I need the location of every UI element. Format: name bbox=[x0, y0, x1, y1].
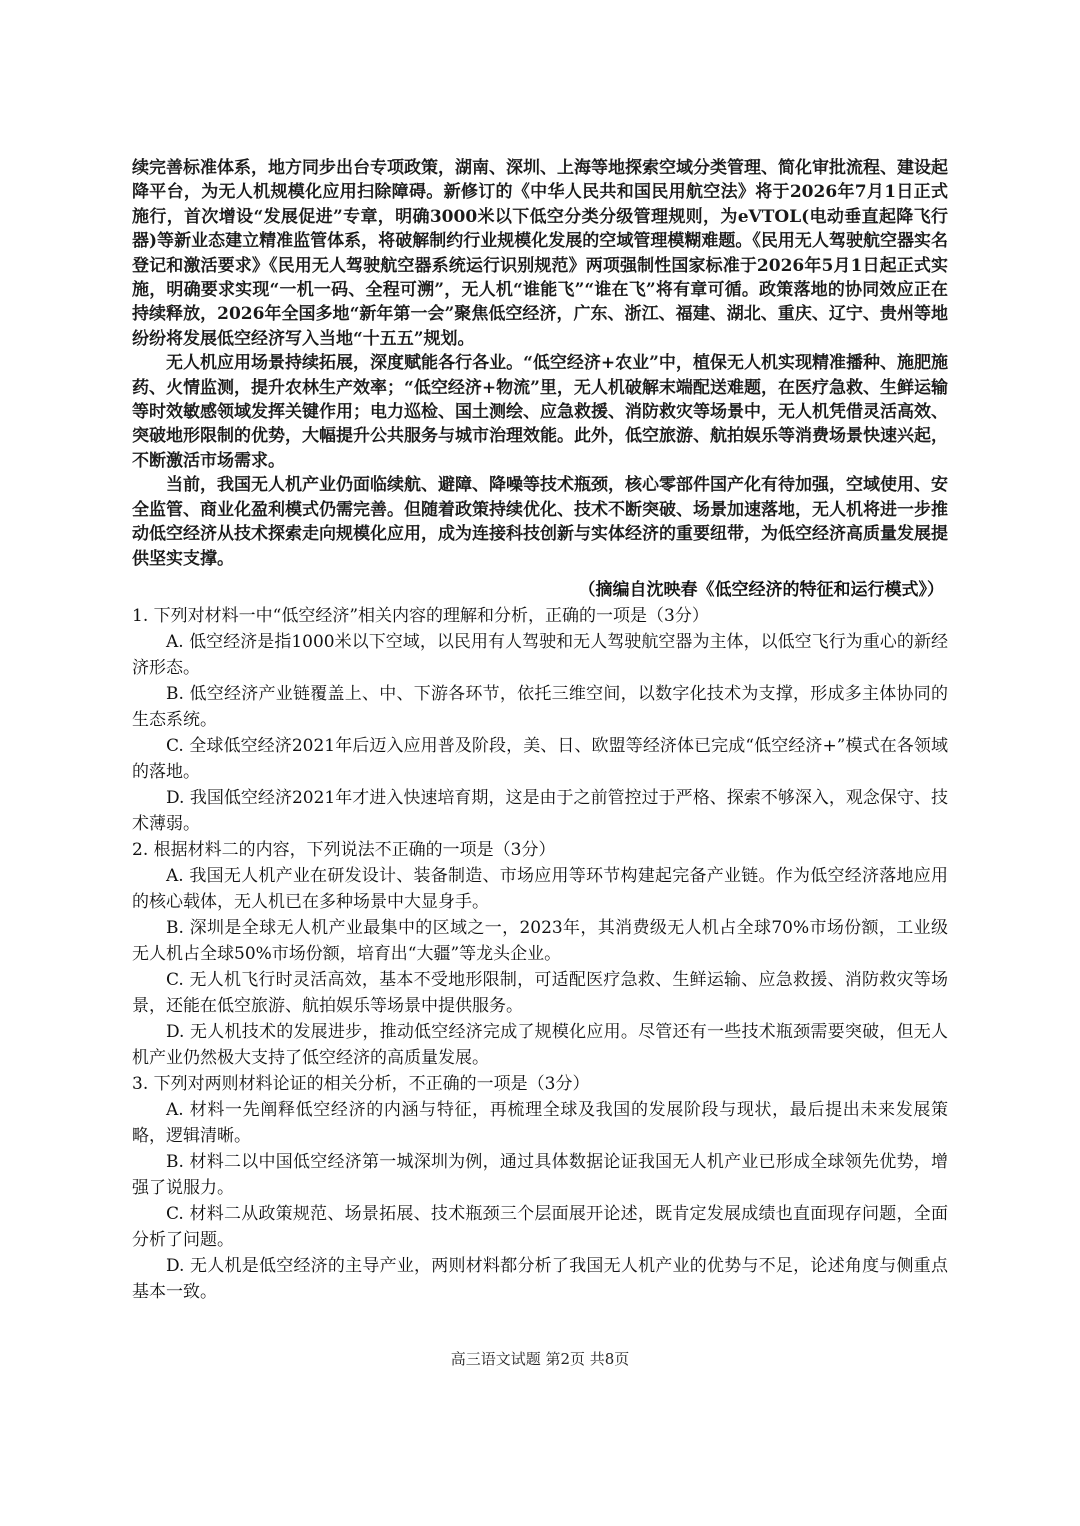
question-3-option-d: D. 无人机是低空经济的主导产业，两则材料都分析了我国无人机产业的优势与不足，论述角度与侧重点基本一致。 bbox=[132, 1255, 948, 1302]
passage-paragraph-3: 当前，我国无人机产业仍面临续航、避障、降噪等技术瓶颈，核心零部件国产化有待加强，空域使用、安全监管、商业化盈利模式仍需完善。但随着政策持续优化、技术不断突破、场景加速落地，无人机将进一步推动低空经济从技术探索走向规模化应用，成为连接科技创新与实体经济的重要纽带，为低空经济高质量发展提供坚实支撑。 bbox=[132, 475, 948, 569]
question-1-option-c: C. 全球低空经济2021年后迈入应用普及阶段，美、日、欧盟等经济体已完成“低空经济+”模式在各领域的落地。 bbox=[132, 735, 948, 782]
question-1-option-b: B. 低空经济产业链覆盖上、中、下游各环节，依托三维空间，以数字化技术为支撑，形成多主体协同的生态系统。 bbox=[132, 683, 948, 730]
question-2-option-a: A. 我国无人机产业在研发设计、装备制造、市场应用等环节构建起完备产业链。作为低空经济落地应用的核心载体，无人机已在多种场景中大显身手。 bbox=[132, 865, 948, 912]
source-citation: （摘编自沈映春《低空经济的特征和运行模式》） bbox=[578, 579, 944, 600]
question-2-option-b: B. 深圳是全球无人机产业最集中的区域之一，2023年，其消费级无人机占全球70%市场份额，工业级无人机占全球50%市场份额，培育出“大疆”等龙头企业。 bbox=[132, 917, 948, 964]
question-2-option-c: C. 无人机飞行时灵活高效，基本不受地形限制，可适配医疗急救、生鲜运输、应急救援、消防救灾等场景，还能在低空旅游、航拍娱乐等场景中提供服务。 bbox=[132, 969, 948, 1016]
question-3 bbox=[132, 1071, 948, 1305]
question-2 bbox=[132, 837, 948, 1071]
passage-paragraph-1: 续完善标准体系，地方同步出台专项政策，湖南、深圳、上海等地探索空域分类管理、简化审批流程、建设起降平台，为无人机规模化应用扫除障碍。新修订的《中华人民共和国民用航空法》将于2026年7月1日正式施行，首次增设“发展促进”专章，明确3000米以下低空分类分级管理规则，为eVTOL(电动垂直起降飞行器)等新业态建立精准监管体系，将破解制约行业规模化发展的空域管理模糊难题。《民用无人驾驶航空器实名登记和激活要求》《民用无人驾驶航空器系统运行识别规范》两项强制性国家标准于2026年5月1日起正式实施，明确要求实现“一机一码、全程可溯”，无人机“谁能飞”“谁在飞”将有章可循。政策落地的协同效应正在持续释放，2026年全国多地“新年第一会”聚焦低空经济，广东、浙江、福建、湖北、重庆、辽宁、贵州等地纷纷将发展低空经济写入当地“十五五”规划。 bbox=[132, 158, 948, 349]
question-3-option-c: C. 材料二从政策规范、场景拓展、技术瓶颈三个层面展开论述，既肯定发展成绩也直面现存问题，全面分析了问题。 bbox=[132, 1203, 948, 1250]
question-1 bbox=[132, 603, 948, 837]
question-1-option-d: D. 我国低空经济2021年才进入快速培育期，这是由于之前管控过于严格、探索不够深入，观念保守、技术薄弱。 bbox=[132, 787, 948, 834]
question-1-stem: 1. 下列对材料一中“低空经济”相关内容的理解和分析，正确的一项是（3分） bbox=[132, 605, 709, 626]
question-3-option-b: B. 材料二以中国低空经济第一城深圳为例，通过具体数据论证我国无人机产业已形成全球领先优势，增强了说服力。 bbox=[132, 1151, 948, 1198]
question-3-stem: 3. 下列对两则材料论证的相关分析，不正确的一项是（3分） bbox=[132, 1073, 590, 1094]
question-1-option-a: A. 低空经济是指1000米以下空域，以民用有人驾驶和无人驾驶航空器为主体，以低空飞行为重心的新经济形态。 bbox=[132, 631, 948, 678]
question-2-option-d: D. 无人机技术的发展进步，推动低空经济完成了规模化应用。尽管还有一些技术瓶颈需要突破，但无人机产业仍然极大支持了低空经济的高质量发展。 bbox=[132, 1021, 948, 1068]
passage-paragraph-2: 无人机应用场景持续拓展，深度赋能各行各业。“低空经济+农业”中，植保无人机实现精准播种、施肥施药、火情监测，提升农林生产效率；“低空经济+物流”里，无人机破解末端配送难题，在医疗急救、生鲜运输等时效敏感领域发挥关键作用；电力巡检、国土测绘、应急救援、消防救灾等场景中，无人机凭借灵活高效、突破地形限制的优势，大幅提升公共服务与城市治理效能。此外，低空旅游、航拍娱乐等消费场景快速兴起，不断激活市场需求。 bbox=[132, 353, 948, 471]
page-content bbox=[132, 156, 948, 1305]
page-footer: 高三语文试题 第2页 共8页 bbox=[450, 1350, 630, 1368]
question-2-stem: 2. 根据材料二的内容，下列说法不正确的一项是（3分） bbox=[132, 839, 556, 860]
question-3-option-a: A. 材料一先阐释低空经济的内涵与特征，再梳理全球及我国的发展阶段与现状，最后提出未来发展策略，逻辑清晰。 bbox=[132, 1099, 948, 1146]
